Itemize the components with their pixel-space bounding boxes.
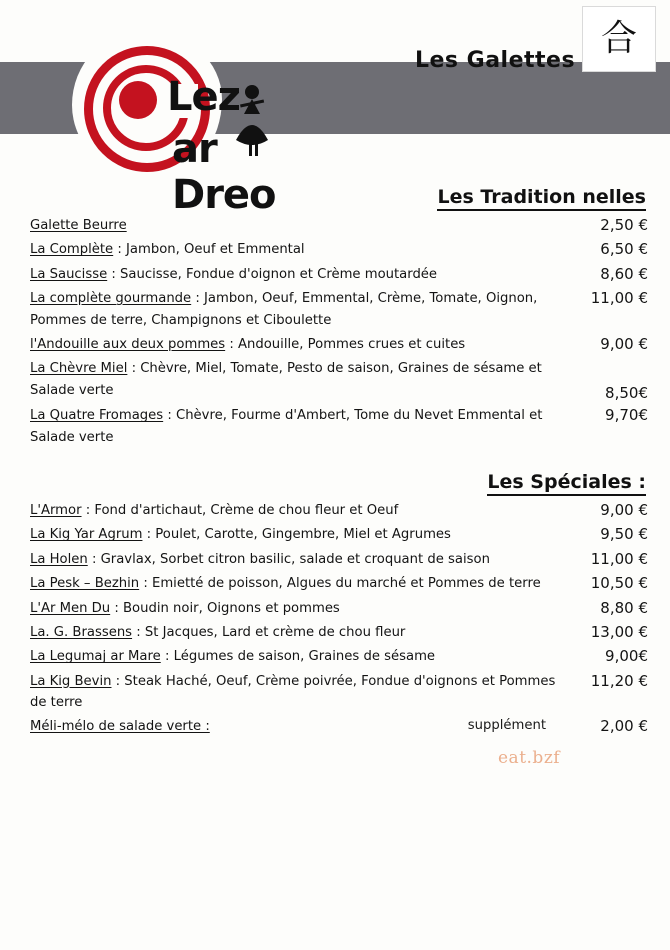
menu-item-row bbox=[30, 500, 648, 521]
menu-item-desc: : St Jacques, Lard et crème de chou fleur bbox=[132, 624, 406, 640]
menu-item-price: 8,50€ bbox=[605, 384, 648, 403]
menu-supplement-row bbox=[30, 716, 648, 737]
menu-item-row bbox=[30, 264, 648, 285]
menu-item-price: 11,00 € bbox=[590, 549, 648, 568]
menu-item-name: La Kig Yar Agrum bbox=[30, 527, 143, 543]
page-title: Les Galettes bbox=[414, 48, 576, 73]
breton-dancer-icon bbox=[222, 80, 282, 160]
menu-item-text bbox=[30, 573, 564, 594]
restaurant-logo bbox=[62, 22, 302, 218]
menu-item-name: La Saucisse bbox=[30, 266, 108, 282]
menu-item-desc: : Steak Haché, Oeuf, Crème poivrée, Fondue d'oignons et Pommes de terre bbox=[30, 673, 556, 710]
menu-item-name: La. G. Brassens bbox=[30, 624, 133, 640]
section-traditionnelles-items bbox=[0, 211, 670, 448]
menu-item-row bbox=[30, 358, 648, 402]
menu-item-price: 8,60 € bbox=[600, 264, 648, 283]
menu-body bbox=[0, 186, 670, 741]
menu-item-row bbox=[30, 573, 648, 594]
menu-item-desc: : Emietté de poisson, Algues du marché et Pommes de terre bbox=[139, 576, 541, 592]
menu-item-row bbox=[30, 622, 648, 643]
menu-item-text bbox=[30, 405, 564, 448]
menu-item-price: 9,00€ bbox=[605, 647, 648, 666]
menu-item-name: La Legumaj ar Mare bbox=[30, 649, 161, 665]
menu-item-text bbox=[30, 524, 564, 545]
section-speciales-items bbox=[0, 496, 670, 738]
menu-item-name: L'Ar Men Du bbox=[30, 600, 111, 616]
menu-item-price: 11,00 € bbox=[590, 289, 648, 308]
menu-item-price: 9,50 € bbox=[600, 525, 648, 544]
menu-item-desc: : Jambon, Oeuf, Emmental, Crème, Tomate, Oignon, Pommes de terre, Champignons et Ciboulette bbox=[30, 291, 538, 328]
section-traditionnelles-title: Les Tradition nelles bbox=[437, 186, 646, 211]
section-speciales-header-wrap bbox=[0, 471, 670, 496]
menu-item-price: 6,50 € bbox=[600, 240, 648, 259]
logo-line2: ar Dreo bbox=[172, 126, 276, 218]
menu-item-text bbox=[30, 500, 564, 521]
menu-item-row bbox=[30, 598, 648, 619]
watermark: eat.bzf bbox=[498, 748, 561, 768]
menu-item-desc: : Jambon, Oeuf et Emmental bbox=[113, 242, 305, 258]
menu-item-price: 2,50 € bbox=[600, 216, 648, 234]
brand-glyph-icon: 合 bbox=[600, 18, 637, 59]
menu-item-text bbox=[30, 215, 564, 236]
menu-item-desc: : Chèvre, Miel, Tomate, Pesto de saison, Graines de sésame et Salade verte bbox=[30, 361, 542, 398]
menu-item-row bbox=[30, 405, 648, 448]
menu-item-desc: : Légumes de saison, Graines de sésame bbox=[160, 649, 436, 665]
menu-item-row bbox=[30, 239, 648, 260]
menu-item-name: La Kig Bevin bbox=[30, 673, 112, 689]
menu-item-text bbox=[30, 549, 564, 570]
menu-item-price: 13,00 € bbox=[590, 622, 648, 641]
menu-item-name: l'Andouille aux deux pommes bbox=[30, 336, 226, 352]
menu-item-text bbox=[30, 622, 564, 643]
menu-item-price: 11,20 € bbox=[590, 671, 648, 690]
menu-item-row bbox=[30, 524, 648, 545]
menu-item-text bbox=[30, 239, 564, 260]
menu-item-desc: : Poulet, Carotte, Gingembre, Miel et Agrumes bbox=[142, 527, 451, 543]
menu-item-price: 9,00 € bbox=[600, 501, 648, 519]
menu-item-row bbox=[30, 334, 648, 355]
menu-item-name: La Pesk – Bezhin bbox=[30, 576, 140, 592]
menu-item-name: La Quatre Fromages bbox=[30, 408, 164, 424]
menu-item-text bbox=[30, 671, 564, 714]
menu-item-name: La Chèvre Miel bbox=[30, 361, 128, 377]
menu-item-price: 10,50 € bbox=[590, 574, 648, 593]
menu-item-text bbox=[30, 716, 468, 737]
menu-item-row bbox=[30, 288, 648, 331]
supplement-label: supplément bbox=[467, 718, 546, 734]
menu-item-desc: : Saucisse, Fondue d'oignon et Crème moutardée bbox=[107, 266, 438, 282]
menu-item-price: 8,80 € bbox=[600, 598, 648, 617]
menu-item-text bbox=[30, 334, 564, 355]
menu-item-price: 2,00 € bbox=[600, 717, 648, 736]
menu-item-name: L'Armor bbox=[30, 503, 82, 518]
menu-item-desc: : Andouille, Pommes crues et cuites bbox=[225, 336, 466, 352]
menu-item-row bbox=[30, 671, 648, 714]
menu-item-row bbox=[30, 646, 648, 667]
menu-item-text bbox=[30, 264, 564, 285]
logo-line1: Lez bbox=[167, 74, 240, 120]
menu-item-text bbox=[30, 288, 564, 331]
menu-item-name: La complète gourmande bbox=[30, 291, 192, 307]
menu-item-text bbox=[30, 358, 564, 401]
section-speciales-title: Les Spéciales : bbox=[487, 471, 646, 496]
brand-badge bbox=[582, 6, 656, 72]
menu-item-desc: : Gravlax, Sorbet citron basilic, salade et croquant de saison bbox=[87, 551, 490, 567]
menu-item-price: 9,70€ bbox=[605, 406, 648, 425]
menu-item-name: La Holen bbox=[30, 551, 88, 567]
menu-item-text bbox=[30, 646, 564, 667]
section-traditionnelles-header-wrap bbox=[0, 186, 670, 211]
menu-item-desc: : Fond d'artichaut, Crème de chou fleur et Oeuf bbox=[81, 503, 399, 518]
menu-item-name: Galette Beurre bbox=[30, 218, 127, 233]
menu-item-name: Méli-mélo de salade verte : bbox=[30, 719, 210, 735]
menu-item-row bbox=[30, 549, 648, 570]
menu-item-desc: : Chèvre, Fourme d'Ambert, Tome du Nevet Emmental et Salade verte bbox=[30, 408, 543, 445]
menu-item-name: La Complète bbox=[30, 242, 114, 258]
menu-item-desc: : Boudin noir, Oignons et pommes bbox=[110, 600, 340, 616]
menu-item-row bbox=[30, 215, 648, 236]
menu-item-price: 9,00 € bbox=[600, 334, 648, 353]
menu-item-text bbox=[30, 598, 564, 619]
